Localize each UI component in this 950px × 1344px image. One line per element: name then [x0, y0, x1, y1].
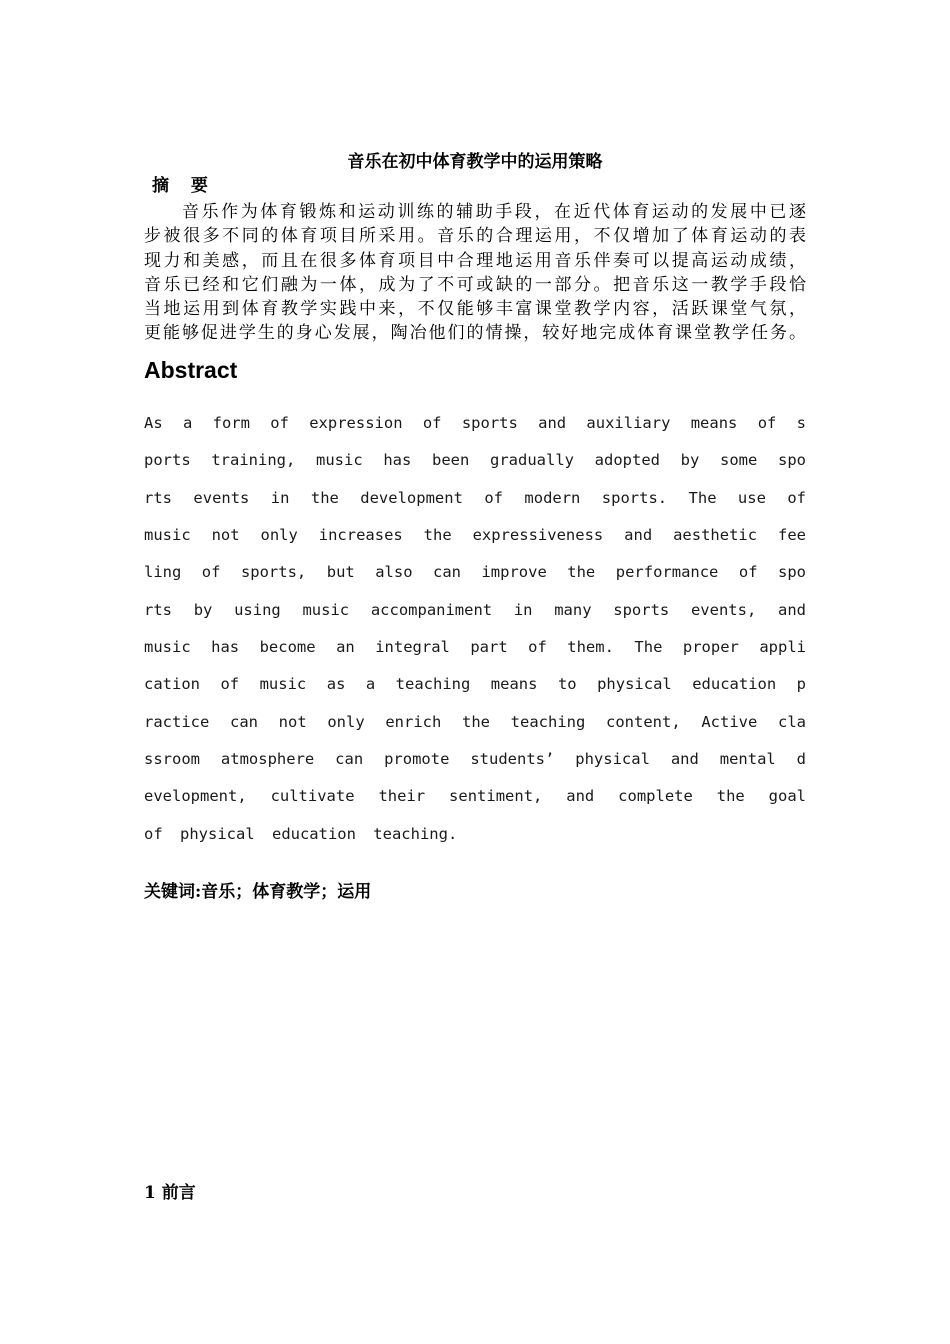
- abstract-cn-line: 更能够促进学生的身心发展，陶冶他们的情操，较好地完成体育课堂教学任务。: [144, 323, 806, 344]
- abstract-en-line: rts by using music accompaniment in many sports events, and: [144, 600, 806, 619]
- abstract-en-line: As a form of expression of sports and auxiliary means of s: [144, 414, 806, 432]
- abstract-en-line: ports training, music has been gradually adopted by some spo: [144, 451, 806, 470]
- abstract-en-line: ling of sports, but also can improve the performance of spo: [144, 563, 806, 582]
- abstract-en-paragraph: [144, 408, 806, 856]
- abstract-en-line: rts events in the development of modern sports. The use of: [144, 488, 806, 507]
- abstract-en-line: evelopment, cultivate their sentiment, and complete the goal: [144, 787, 806, 806]
- abstract-cn-label: 摘 要: [152, 176, 216, 196]
- abstract-en-line: cation of music as a teaching means to physical education p: [144, 675, 806, 694]
- abstract-en-line: music not only increases the expressiveness and aesthetic fee: [144, 526, 806, 545]
- abstract-cn-line: 现力和美感，而且在很多体育项目中合理地运用音乐伴奏可以提高运动成绩，: [144, 250, 806, 271]
- abstract-en-line: ssroom atmosphere can promote students’ physical and mental d: [144, 750, 806, 769]
- abstract-cn-line: 当地运用到体育教学实践中来，不仅能够丰富课堂教学内容，活跃课堂气氛，: [144, 299, 806, 320]
- keywords: 关键词:音乐；体育教学；运用: [144, 882, 372, 902]
- abstract-cn-line: 音乐作为体育锻炼和运动训练的辅助手段，在近代体育运动的发展中已逐: [182, 202, 806, 222]
- abstract-cn-paragraph: [144, 200, 806, 346]
- section-heading-introduction: 1 前言: [144, 1183, 196, 1203]
- abstract-cn-line: 步被很多不同的体育项目所采用。音乐的合理运用，不仅增加了体育运动的表: [144, 226, 806, 247]
- abstract-cn-line: 音乐已经和它们融为一体，成为了不可或缺的一部分。把音乐这一教学手段恰: [144, 274, 806, 295]
- abstract-en-line: ractice can not only enrich the teaching content, Active cla: [144, 712, 806, 731]
- page-title: 音乐在初中体育教学中的运用策略: [347, 152, 603, 172]
- abstract-en-line: of physical education teaching.: [144, 824, 458, 843]
- abstract-en-line: music has become an integral part of them. The proper appli: [144, 638, 806, 657]
- abstract-en-heading: Abstract: [144, 357, 238, 383]
